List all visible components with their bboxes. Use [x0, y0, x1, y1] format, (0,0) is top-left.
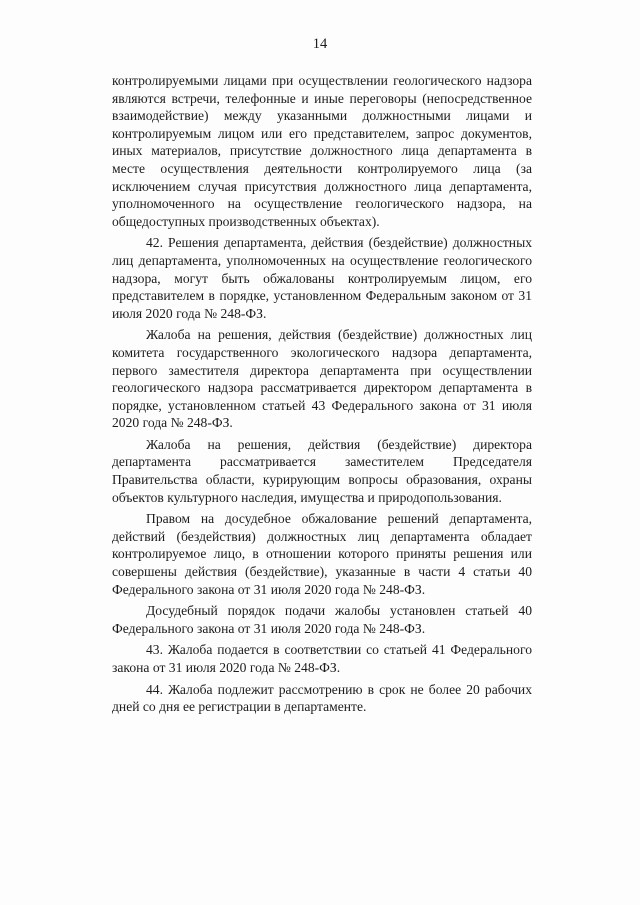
paragraph-complaint-committee: Жалоба на решения, действия (бездействие) должностных лиц комитета государственного экологического надзора департамента, первого заместителя директора департамента при осуществлении геологического надзора рассматривается директором департамента в порядке, установленном статьей 43 Федерального закона от 31 июля 2020 года № 248-ФЗ.	[112, 327, 532, 431]
paragraph-complaint-director: Жалоба на решения, действия (бездействие) директора департамента рассматривается заместителем Председателя Правительства области, курирующим вопросы образования, охраны объектов культурного наследия, имущества и природопользования.	[112, 436, 532, 505]
paragraph-42: 42. Решения департамента, действия (бездействие) должностных лиц департамента, уполномоченных на осуществление геологического надзора, могут быть обжалованы контролируемым лицом, его представителем в порядке, установленном Федеральным законом от 31 июля 2020 года № 248-ФЗ.	[112, 235, 532, 321]
paragraph-continuation: контролируемыми лицами при осуществлении геологического надзора являются встречи, телефонные и иные переговоры (непосредственное взаимодействие) между указанными должностными лицами и контролируемым лицом или его представителем, запрос документов, иных материалов, присутствие должностного лица департамента в месте осуществления деятельности контролируемого лица (за исключением случая присутствия должностного лица департамента, уполномоченного на осуществление геологического надзора, на общедоступных производственных объектах).	[112, 73, 532, 229]
paragraph-pretrial-procedure: Досудебный порядок подачи жалобы установлен статьей 40 Федерального закона от 31 июля 2020 года № 248-ФЗ.	[112, 603, 532, 636]
paragraph-appeal-right: Правом на досудебное обжалование решений департамента, действий (бездействия) должностных лиц департамента обладает контролируемое лицо, в отношении которого приняты решения или совершены действия (бездействие), указанные в части 4 статьи 40 Федерального закона от 31 июля 2020 года № 248-ФЗ.	[112, 511, 532, 597]
paragraph-44: 44. Жалоба подлежит рассмотрению в срок не более 20 рабочих дней со дня ее регистрации в департаменте.	[112, 681, 532, 715]
paragraph-43: 43. Жалоба подается в соответствии со статьей 41 Федерального закона от 31 июля 2020 года № 248-ФЗ.	[112, 642, 532, 675]
page-number: 14	[312, 36, 328, 52]
document-body	[112, 72, 532, 720]
